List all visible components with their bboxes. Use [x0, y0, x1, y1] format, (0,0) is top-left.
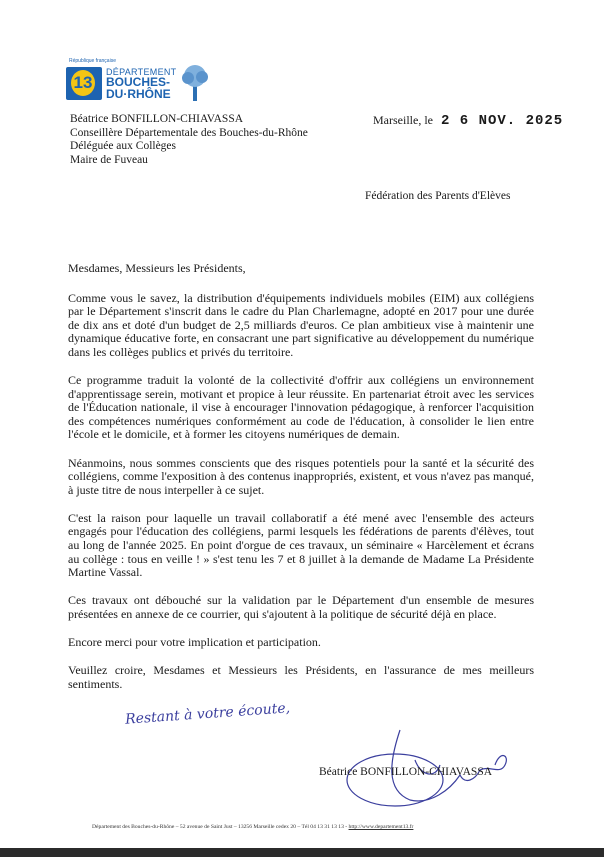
logo-emblem: 13 — [66, 67, 102, 100]
website-link[interactable]: http://www.departement13.fr — [348, 824, 414, 830]
paragraph: Veuillez croire, Mesdames et Messieurs les Présidents, en l'assurance de mes meilleurs sentiments. — [68, 663, 534, 691]
olive-tree-icon — [178, 64, 212, 102]
paragraph: Comme vous le savez, la distribution d'équipements individuels mobiles (EIM) aux collégiens par le Département s'inscrit dans le cadre du Plan Charlemagne, adopté en 2017 pour une durée de dix ans et doté d'un budget de 2,5 milliards d'euros. Ce plan ambitieux vise à maintenir une dynamique éducative forte, en consacrant une part significative au développement du numérique dans les collèges publics et privés du territoire. — [68, 290, 534, 359]
sender-block: Béatrice BONFILLON-CHIAVASSA Conseillère Départementale des Bouches-du-Rhône Déléguée aux Collèges Maire de Fuveau — [70, 113, 308, 166]
date-stamp: 2 6 NOV. 2025 — [440, 113, 564, 129]
letter-body — [68, 262, 534, 706]
signature-scribble — [340, 720, 520, 810]
handwritten-note: Restant à votre écoute, — [124, 700, 291, 728]
paragraph: Ces travaux ont débouché sur la validation par le Département d'un ensemble de mesures présentées en annexe de ce courrier, qui s'ajoutent à la politique de sécurité déjà en place. — [68, 593, 534, 621]
salutation: Mesdames, Messieurs les Présidents, — [68, 261, 246, 275]
paragraph: Ce programme traduit la volonté de la collectivité d'offrir aux collégiens un environnement d'apprentissage serein, motivant et propice à leur réussite. En partenariat étroit avec les services de l'Éducation nationale, il vise à encourager l'innovation pédagogique, à renforcer l'acquisition des compétences numériques conformément au code de l'éducation, à consolider le lien entre l'école et le domicile, et à former les citoyens numériques de demain. — [68, 373, 534, 442]
logo-wordmark: BOUCHES- DU·RHÔNE — [106, 75, 171, 101]
bottom-bar — [0, 848, 604, 857]
department-logo: République française 13 DÉPARTEMENT BOUCHES- DU·RHÔNE — [66, 58, 216, 104]
paragraph: Encore merci pour votre implication et participation. — [68, 634, 321, 649]
footer: Département des Bouches-du-Rhône – 52 avenue de Saint Just – 13256 Marseille cedex 20 – Tél 04 13 31 13 13 - http://www.departement13.fr — [92, 824, 414, 830]
date-line: Marseille, le 2 6 NOV. 2025 — [373, 113, 564, 129]
paragraph: Néanmoins, nous sommes conscients que des risques potentiels pour la santé et la sécurité des collégiens, comme l'exposition à des contenus inappropriés, existent, et vous n'avez pas manqué, à juste titre de nous interpeller à ce sujet. — [68, 455, 534, 497]
signature-name: Béatrice BONFILLON-CHIAVASSA — [319, 766, 493, 778]
recipient: Fédération des Parents d'Elèves — [365, 190, 511, 202]
paragraph: C'est la raison pour laquelle un travail collaboratif a été mené avec l'ensemble des acteurs engagés pour l'éducation des collégiens, parmi lesquels les fédérations de parents d'élèves, tout au long de l'année 2025. En point d'orgue de ces travaux, un séminaire « Harcèlement et écrans au collège : tous en veille ! » s'est tenu les 7 et 8 juillet à la demande de Madame La Présidente Martine Vassal. — [68, 510, 534, 580]
